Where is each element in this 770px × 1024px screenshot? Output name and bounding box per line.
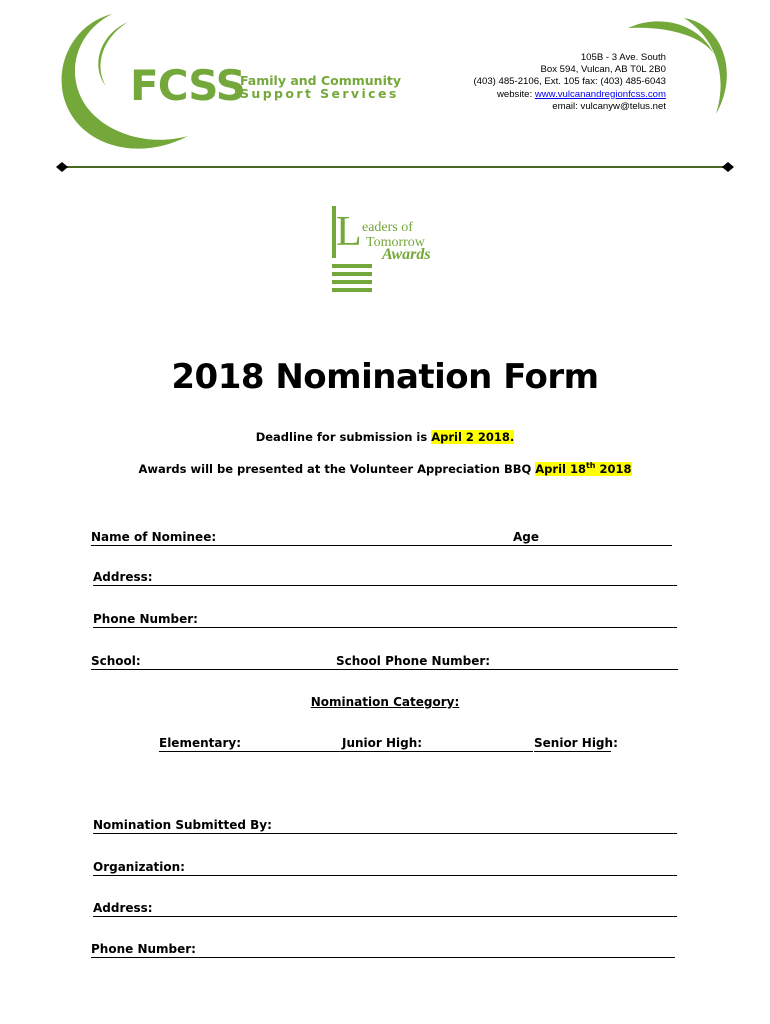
address-line2: Box 594, Vulcan, AB T0L 2B0: [540, 64, 666, 76]
awards-date-year: 2018: [595, 461, 632, 476]
awards-date-suffix: th: [585, 461, 596, 470]
awards-date-day: April 18: [535, 461, 586, 476]
address-field[interactable]: [93, 569, 677, 586]
name-of-nominee-label: Name of Nominee:: [91, 530, 217, 544]
org-name-line2: Support Services: [240, 86, 399, 101]
awards-line: [0, 461, 770, 476]
phone-line: (403) 485-2106, Ext. 105 fax: (403) 485-6043: [473, 76, 666, 88]
submitted-by-field[interactable]: [93, 817, 677, 834]
header-divider: [56, 158, 734, 176]
fcss-logo-text: FCSS: [130, 61, 245, 110]
junior-high-field[interactable]: [342, 735, 533, 752]
deadline-line: [0, 430, 770, 444]
organization-field[interactable]: [93, 859, 677, 876]
awards-prefix: Awards will be presented at the Volunteer Appreciation BBQ: [138, 461, 536, 476]
elementary-field[interactable]: [159, 735, 342, 752]
submitter-address-label: Address:: [93, 901, 153, 915]
school-field[interactable]: [91, 653, 336, 670]
senior-high-field[interactable]: [534, 735, 618, 752]
awards-date: [535, 462, 631, 476]
submitter-phone-label: Phone Number:: [91, 942, 196, 956]
award-logo-initial: L: [336, 209, 362, 255]
form-title: 2018 Nomination Form: [171, 357, 599, 397]
senior-high-label: Senior High:: [534, 736, 618, 750]
elementary-label: Elementary:: [159, 736, 242, 750]
age-field[interactable]: [513, 529, 672, 546]
school-label: School:: [91, 654, 141, 668]
award-logo-line1: eaders of: [362, 220, 413, 235]
name-of-nominee-field[interactable]: [91, 529, 513, 546]
phone-number-label: Phone Number:: [93, 612, 198, 626]
phone-number-field[interactable]: [93, 611, 677, 628]
deadline-date: April 2 2018.: [431, 430, 515, 444]
submitter-phone-field[interactable]: [91, 941, 675, 958]
nomination-category-heading: Nomination Category:: [310, 695, 460, 709]
award-logo-line2: Tomorrow: [366, 235, 425, 250]
age-label: Age: [513, 530, 540, 544]
decorative-arc-icon: [618, 14, 738, 124]
award-logo-line3: Awards: [382, 246, 431, 263]
school-phone-label: School Phone Number:: [336, 654, 491, 668]
website-label: website:: [496, 88, 535, 100]
org-name-line1: Family and Community: [240, 73, 401, 88]
deadline-prefix: Deadline for submission is: [255, 430, 432, 444]
organization-label: Organization:: [93, 860, 185, 874]
submitter-address-field[interactable]: [93, 900, 677, 917]
address-label: Address:: [93, 570, 153, 584]
submitted-by-label: Nomination Submitted By:: [93, 818, 272, 832]
junior-high-label: Junior High:: [342, 736, 423, 750]
school-phone-field[interactable]: [336, 653, 678, 670]
website-link[interactable]: www.vulcanandregionfcss.com: [534, 88, 666, 100]
address-line1: 105B - 3 Ave. South: [580, 52, 666, 63]
email-line: email: vulcanyw@telus.net: [552, 100, 666, 112]
